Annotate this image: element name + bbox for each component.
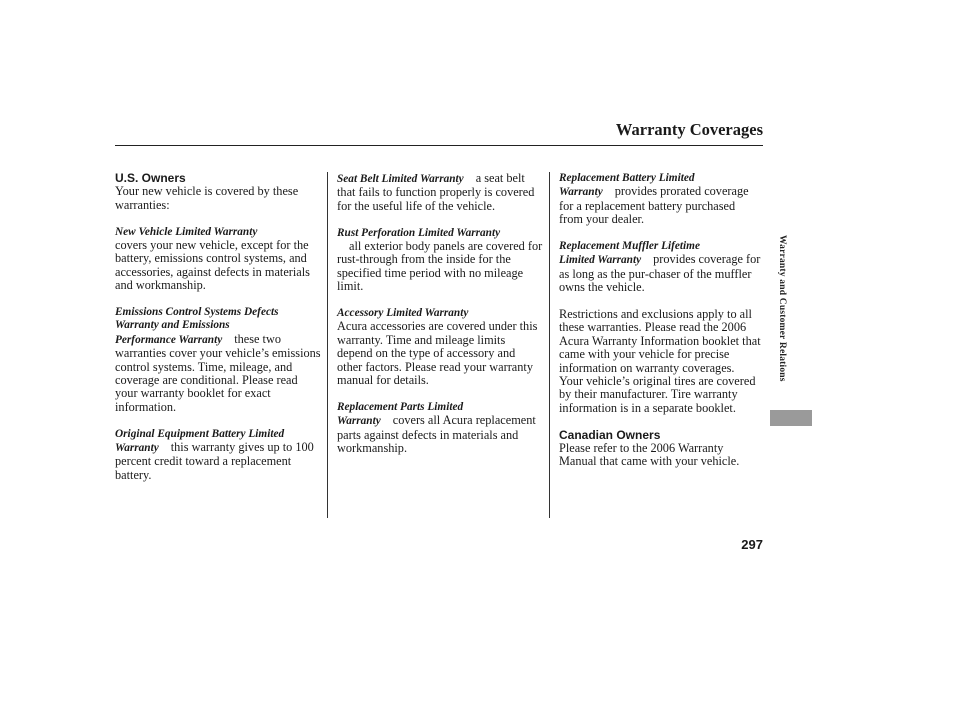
column-3 [559, 172, 761, 482]
muffler-warranty [559, 240, 761, 295]
battery-warranty-heading-end: Warranty [115, 442, 159, 455]
column-divider [327, 172, 328, 518]
column-1 [115, 172, 321, 496]
rust-warranty [337, 227, 543, 294]
emissions-warranty-heading-end: Performance Warranty [115, 333, 223, 346]
rust-warranty-heading: Rust Perforation Limited Warranty [337, 226, 501, 239]
us-owners-section [115, 172, 321, 212]
seat-belt-warranty-text: a seat belt that fails to function properly is covered for the useful life of the vehicle. [337, 171, 535, 213]
canadian-owners-text: Please refer to the 2006 Warranty Manual that came with your vehicle. [559, 441, 740, 469]
seat-belt-warranty [337, 172, 543, 213]
replacement-parts-heading: Replacement Parts Limited [337, 400, 464, 413]
title-divider [115, 145, 763, 146]
column-divider [549, 172, 550, 518]
muffler-warranty-heading-end: Limited Warranty [559, 254, 642, 267]
new-vehicle-warranty-text: covers your new vehicle, except for the battery, emissions control systems, and accessories, against defects in materials and workmanship. [115, 238, 310, 293]
column-2 [337, 172, 543, 469]
battery-warranty [115, 428, 321, 483]
accessory-warranty [337, 307, 543, 387]
us-owners-heading: U.S. Owners [115, 171, 186, 185]
muffler-warranty-heading: Replacement Muffler Lifetime [559, 240, 700, 253]
emissions-warranty [115, 306, 321, 414]
replacement-battery-heading-end: Warranty [559, 186, 603, 199]
canadian-owners-section [559, 429, 761, 469]
canadian-owners-heading: Canadian Owners [559, 427, 661, 442]
us-owners-intro: Your new vehicle is covered by these warranties: [115, 184, 299, 212]
battery-warranty-heading: Original Equipment Battery Limited [115, 427, 285, 440]
page-title: Warranty Coverages [615, 120, 763, 139]
replacement-battery-heading: Replacement Battery Limited [559, 172, 695, 184]
section-side-label: Warranty and Customer Relations [777, 235, 787, 382]
rust-warranty-text: all exterior body panels are covered for rust-through from the inside for the specified time period with no mileage limit. [337, 239, 543, 294]
replacement-parts-text: covers all Acura replacement parts against defects in materials and workmanship. [337, 413, 536, 456]
replacement-battery-warranty [559, 172, 761, 227]
muffler-warranty-text: provides coverage for as long as the pur-chaser of the muffler owns the vehicle. [559, 252, 761, 295]
replacement-parts-heading-end: Warranty [337, 415, 381, 428]
new-vehicle-warranty-heading: New Vehicle Limited Warranty [115, 225, 258, 238]
accessory-warranty-text: Acura accessories are covered under this warranty. Time and mileage limits depend on the type of accessory and other factors. Please read your warranty manual for details. [337, 319, 538, 388]
restrictions-paragraph: Restrictions and exclusions apply to all these warranties. Please read the 2006 Acura Warranty Information booklet that came with your vehicle for precise information on warranty coverages. Your vehicle’s original tires are covered by their manufacturer. Tire warranty information is in a separate booklet. [559, 307, 761, 415]
new-vehicle-warranty [115, 226, 321, 293]
section-tab-marker [770, 410, 812, 426]
emissions-warranty-text: these two warranties cover your vehicle’s emissions control systems. Time, mileage, and coverage are conditional. Please read your warranty booklet for exact information. [115, 331, 321, 414]
battery-warranty-text: this warranty gives up to 100 percent credit toward a replacement battery. [115, 440, 314, 482]
replacement-parts-warranty [337, 401, 543, 456]
accessory-warranty-heading: Accessory Limited Warranty [337, 307, 469, 320]
emissions-warranty-heading: Emissions Control Systems Defects Warranty and Emissions [115, 306, 279, 332]
seat-belt-warranty-heading: Seat Belt Limited Warranty [337, 173, 464, 185]
replacement-battery-text: provides prorated coverage for a replacement battery purchased from your dealer. [559, 184, 749, 227]
page-number: 297 [741, 537, 763, 552]
